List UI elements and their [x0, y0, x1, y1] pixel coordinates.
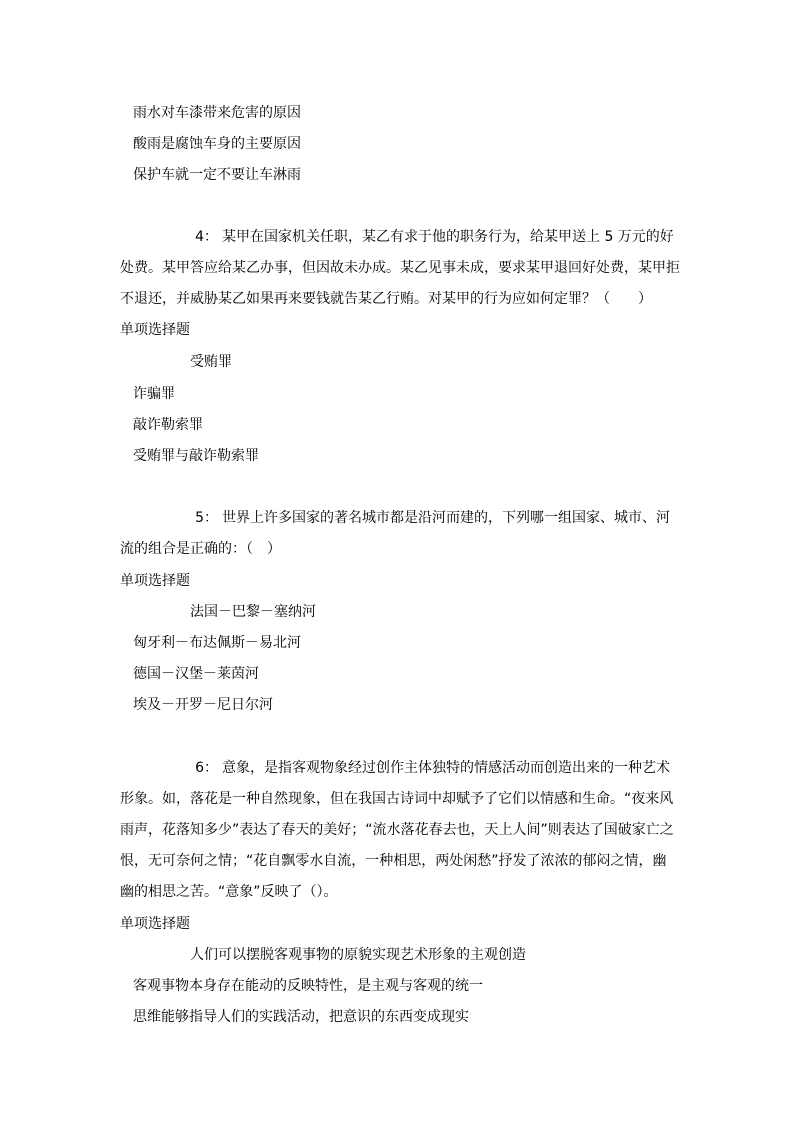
q6-option-2: 客观事物本身存在能动的反映特性，是主观与客观的统一 [133, 978, 483, 994]
q4-option-2: 诈骗罪 [133, 386, 175, 402]
q6-text: 意象，是指客观物象经过创作主体独特的情感活动而创造出来的一种艺术形象。如，落花是一种自然现象，但在我国古诗词中却赋予了它们以情感和生命。“夜来风雨声，花落知多少”表达了春天的美好；“流水落花春去也，天上人间”则表达了国破家亡之恨，无可奈何之情；“花自飘零水自流，一种相思，两处闲愁”抒发了浓浓的郁闷之情，幽幽的相思之苦。“意象”反映了（）。 [120, 760, 674, 900]
q5-option-1: 法国－巴黎－塞纳河 [190, 604, 316, 620]
q3-option-3: 保护车就一定不要让车淋雨 [133, 167, 301, 183]
q5-option-3: 德国－汉堡－莱茵河 [133, 666, 259, 682]
q5-type: 单项选择题 [120, 573, 190, 589]
q4-question [120, 222, 680, 315]
q3-option-1: 雨水对车漆带来危害的原因 [133, 105, 301, 121]
q4-number: 4： [195, 229, 218, 245]
q5-text: 世界上许多国家的著名城市都是沿河而建的，下列哪一组国家、城市、河流的组合是正确的：（ ） [120, 510, 670, 557]
q6-option-3: 思维能够指导人们的实践活动，把意识的东西变成现实 [133, 1009, 469, 1025]
q4-option-1: 受贿罪 [190, 354, 232, 370]
q5-option-2: 匈牙利－布达佩斯－易北河 [133, 635, 301, 651]
q4-option-4: 受贿罪与敲诈勒索罪 [133, 448, 259, 464]
q6-number: 6： [195, 760, 218, 776]
q4-text: 某甲在国家机关任职，某乙有求于他的职务行为，给某甲送上 5 万元的好处费。某甲答应给某乙办事，但因故未办成。某乙见事未成，要求某甲退回好处费，某甲拒不退还，并威胁某乙如果再来要钱就告某乙行贿。对某甲的行为应如何定罪？（ ） [120, 229, 680, 307]
q4-option-3: 敲诈勒索罪 [133, 417, 203, 433]
q5-question [120, 503, 680, 565]
q5-option-4: 埃及－开罗－尼日尔河 [133, 697, 273, 713]
q6-question [120, 753, 680, 908]
q3-option-2: 酸雨是腐蚀车身的主要原因 [133, 136, 301, 152]
q6-option-1: 人们可以摆脱客观事物的原貌实现艺术形象的主观创造 [190, 947, 526, 963]
q4-type: 单项选择题 [120, 322, 190, 338]
q5-number: 5： [195, 510, 218, 526]
q6-type: 单项选择题 [120, 916, 190, 932]
